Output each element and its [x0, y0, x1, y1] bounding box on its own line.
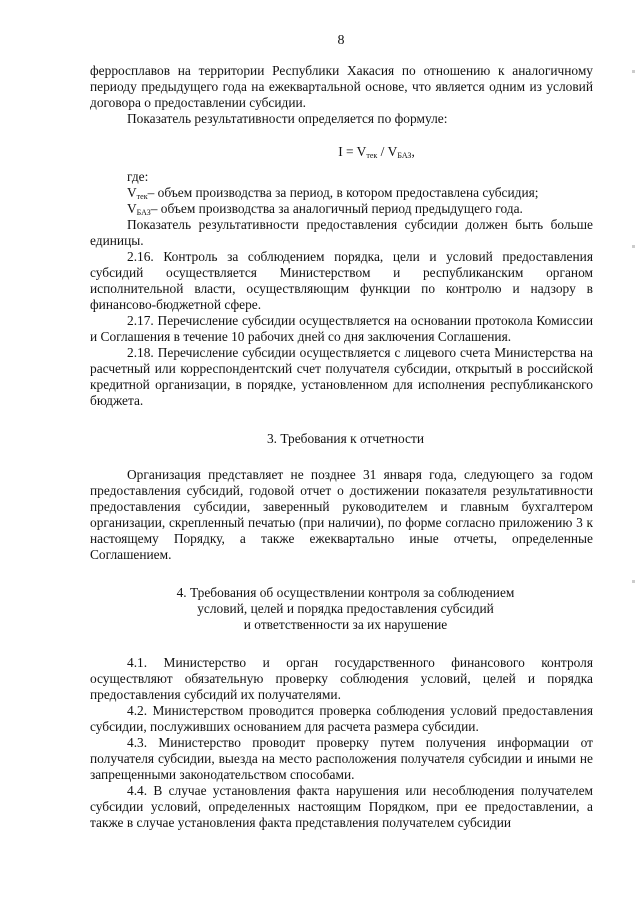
- def-subscript: БАЗ: [136, 208, 151, 217]
- formula-end: ,: [411, 144, 415, 159]
- paragraph-2-16: 2.16. Контроль за соблюдением порядка, цели и условий предоставления субсидий осуществляется Министерством и республиканским органом исполнительной власти, осуществляющим функции по контролю и надзору в финансово-бюджетной сфере.: [90, 249, 593, 312]
- formula-mid: / V: [377, 144, 398, 159]
- page-number: 8: [337, 33, 345, 48]
- formula: [90, 144, 593, 160]
- paragraph-4-3: 4.3. Министерство проводит проверку путем получения информации от получателя субсидии, выезда на место расположения получателя субсидии и иными не запрещенными законодательством способами.: [90, 735, 593, 782]
- def-subscript: тек: [136, 192, 148, 201]
- paragraph-2-17: 2.17. Перечисление субсидии осуществляется на основании протокола Комиссии и Соглашения в течение 10 рабочих дней со дня заключения Соглашения.: [90, 313, 593, 344]
- formula-lhs: I = V: [338, 144, 367, 159]
- section-heading-4-line3: и ответственности за их нарушение: [243, 617, 448, 632]
- section-heading-4-line1: 4. Требования об осуществлении контроля за соблюдением: [176, 585, 515, 600]
- paragraph-4-4: 4.4. В случае установления факта нарушения или несоблюдения получателем субсидии условий, определенных настоящим Порядком, при ее предоставлении, а также в случае установления факта представления получателем субсидии: [90, 783, 593, 830]
- scan-mark: [632, 580, 635, 583]
- document-body: [90, 63, 593, 831]
- def-symbol: V: [127, 185, 137, 200]
- formula-definitions: [90, 169, 593, 217]
- definition-base: [90, 201, 593, 217]
- def-text: – объем производства за период, в котором предоставлена субсидия;: [147, 185, 539, 200]
- def-symbol: V: [127, 201, 137, 216]
- section-heading-4-line2: условий, целей и порядка предоставления субсидий: [197, 601, 494, 616]
- paragraph-indicator: Показатель результативности предоставления субсидии должен быть больше единицы.: [90, 217, 593, 248]
- formula-sub-current: тек: [366, 151, 378, 160]
- scan-mark: [632, 245, 635, 248]
- scan-mark: [632, 70, 635, 73]
- def-text: – объем производства за аналогичный период предыдущего года.: [150, 201, 523, 216]
- section-heading-4: [90, 585, 593, 633]
- definition-current: [90, 185, 593, 201]
- paragraph-continuation: ферросплавов на территории Республики Хакасия по отношению к аналогичному периоду предыдущего года на ежеквартальной основе, что является одним из условий договора о предоставлении субсидии.: [90, 63, 593, 110]
- section-heading-3: 3. Требования к отчетности: [266, 431, 425, 446]
- paragraph-4-1: 4.1. Министерство и орган государственного финансового контроля осуществляют обязательную проверку соблюдения условий, целей и порядка предоставления субсидий их получателями.: [90, 655, 593, 702]
- paragraph-2-18: 2.18. Перечисление субсидии осуществляется с лицевого счета Министерства на расчетный или корреспондентский счет получателя субсидии, открытый в российской кредитной организации, в порядке, установленном для исполнения республиканского бюджета.: [90, 345, 593, 408]
- formula-sub-base: БАЗ: [397, 151, 412, 160]
- paragraph-reporting: Организация представляет не позднее 31 января года, следующего за годом предоставления субсидий, годовой отчет о достижении показателя результативности предоставления субсидии, заверенный руководителем и главным бухгалтером организации, скрепленный печатью (при наличии), по форме согласно приложению 3 к настоящему Порядку, а также ежеквартально иные отчеты, определенные Соглашением.: [90, 467, 593, 562]
- paragraph-4-2: 4.2. Министерством проводится проверка соблюдения условий предоставления субсидии, послуживших основанием для расчета размера субсидии.: [90, 703, 593, 734]
- where-label: где:: [127, 169, 149, 184]
- paragraph-formula-intro: Показатель результативности определяется по формуле:: [127, 111, 448, 126]
